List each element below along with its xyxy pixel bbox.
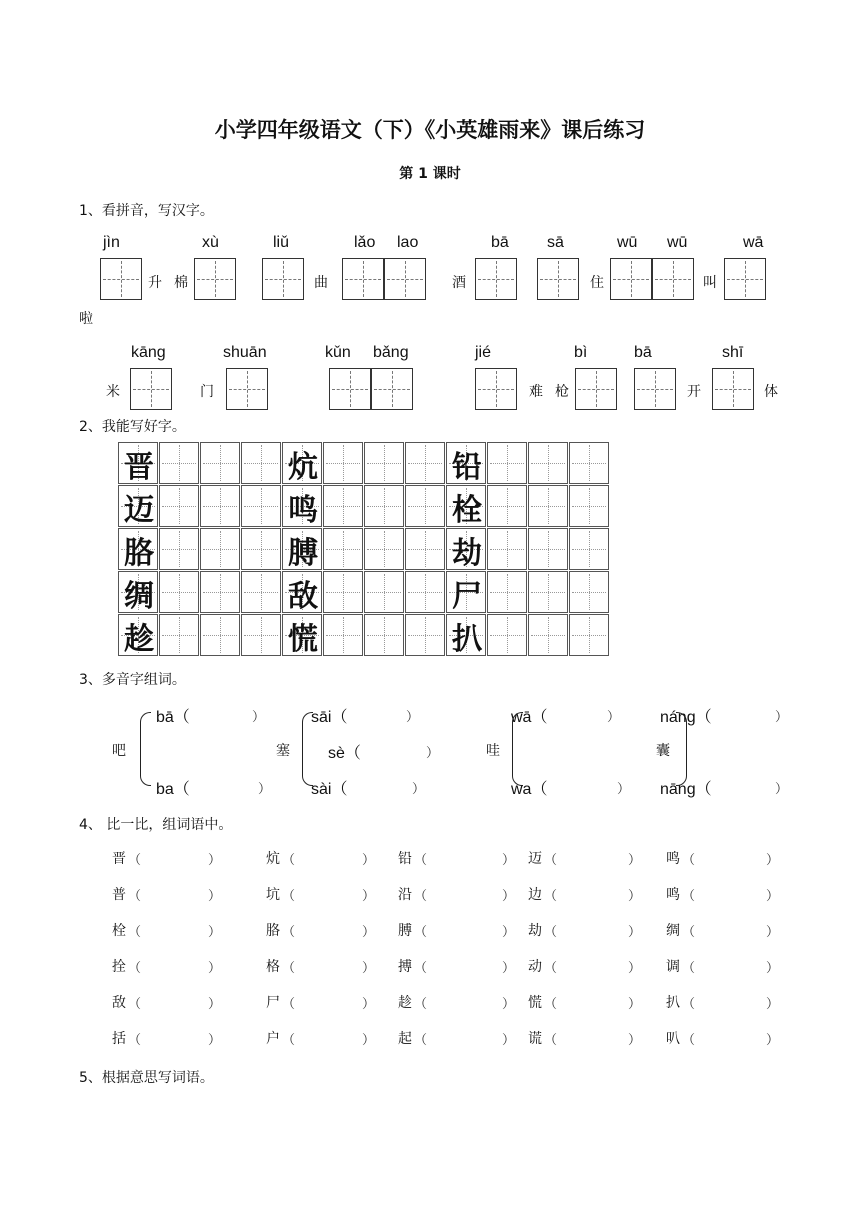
paren-close: ） — [766, 853, 780, 868]
practice-cell[interactable] — [323, 442, 363, 484]
paren-close: ） — [628, 961, 642, 976]
word-char: 升 — [148, 275, 162, 291]
writing-box[interactable] — [712, 368, 754, 410]
pinyin-option: sāi（ — [311, 709, 348, 726]
pinyin: shī — [722, 344, 744, 361]
pinyin: jié — [475, 344, 492, 361]
practice-cell[interactable] — [364, 485, 404, 527]
practice-cell[interactable] — [159, 485, 199, 527]
pinyin-option: sài（ — [311, 781, 348, 798]
model-char: 趁 — [124, 622, 154, 657]
word-char: 啦 — [79, 311, 93, 327]
word-char: 叫 — [703, 275, 717, 291]
word-char: 开 — [687, 384, 701, 400]
answer-blank[interactable] — [296, 848, 360, 866]
pinyin-option: ba（ — [156, 781, 190, 798]
pinyin: kāng — [131, 344, 166, 361]
answer-blank[interactable] — [558, 848, 626, 866]
paren-open: （ — [282, 889, 296, 904]
paren-close: ） — [766, 961, 780, 976]
writing-box[interactable] — [634, 368, 676, 410]
model-char: 敌 — [288, 579, 318, 614]
paren-close: ） — [426, 746, 440, 761]
practice-cell[interactable] — [241, 614, 281, 656]
pinyin: shuān — [223, 344, 267, 361]
paren-close: ） — [208, 925, 222, 940]
paren-open: （ — [544, 961, 558, 976]
practice-cell[interactable] — [159, 528, 199, 570]
answer-blank[interactable] — [696, 1028, 764, 1046]
answer-blank[interactable] — [296, 956, 360, 974]
paren-close: ） — [502, 889, 516, 904]
paren-open: （ — [128, 1033, 142, 1048]
paren-open: （ — [682, 1033, 696, 1048]
pinyin: liǔ — [273, 234, 290, 251]
paren-open: （ — [128, 889, 142, 904]
practice-cell[interactable] — [323, 528, 363, 570]
practice-cell[interactable] — [405, 614, 445, 656]
paren-close: ） — [617, 782, 631, 797]
word-char: 米 — [106, 384, 120, 400]
compare-char: 谎 — [528, 1031, 542, 1047]
practice-cell[interactable] — [405, 528, 445, 570]
answer-blank[interactable] — [696, 920, 764, 938]
answer-blank[interactable] — [296, 884, 360, 902]
practice-cell[interactable] — [569, 442, 609, 484]
practice-cell[interactable] — [364, 571, 404, 613]
paren-open: （ — [414, 889, 428, 904]
compare-char: 迈 — [528, 851, 542, 867]
paren-close: ） — [766, 889, 780, 904]
compare-char: 扒 — [666, 995, 680, 1011]
paren-close: ） — [362, 961, 376, 976]
word-char: 门 — [200, 384, 214, 400]
paren-close: ） — [258, 782, 272, 797]
compare-char: 趁 — [398, 995, 412, 1011]
compare-char: 格 — [266, 959, 280, 975]
answer-blank[interactable] — [142, 848, 206, 866]
answer-blank[interactable] — [696, 848, 764, 866]
paren-close: ） — [628, 1033, 642, 1048]
pinyin: wū — [617, 234, 638, 251]
writing-box[interactable] — [475, 368, 517, 410]
model-char: 晋 — [124, 450, 154, 485]
polyphone-char: 哇 — [486, 743, 500, 759]
practice-cell[interactable] — [528, 442, 568, 484]
model-char-cell — [118, 528, 158, 570]
answer-blank[interactable] — [428, 884, 500, 902]
writing-box[interactable] — [130, 368, 172, 410]
practice-cell[interactable] — [487, 571, 527, 613]
model-char: 慌 — [288, 622, 318, 657]
word-char: 难 — [529, 384, 543, 400]
compare-char: 调 — [666, 959, 680, 975]
paren-close: ） — [406, 710, 420, 725]
practice-cell[interactable] — [405, 442, 445, 484]
practice-cell[interactable] — [487, 485, 527, 527]
writing-box[interactable] — [342, 258, 384, 300]
model-char: 铅 — [452, 450, 482, 485]
paren-close: ） — [252, 710, 266, 725]
practice-cell[interactable] — [323, 614, 363, 656]
compare-char: 铅 — [398, 851, 412, 867]
question-1-label: 1、看拼音，写汉字。 — [79, 203, 214, 219]
practice-cell[interactable] — [200, 571, 240, 613]
paren-open: （ — [682, 889, 696, 904]
writing-box[interactable] — [371, 368, 413, 410]
paren-open: （ — [544, 997, 558, 1012]
answer-blank[interactable] — [142, 1028, 206, 1046]
compare-char: 敌 — [112, 995, 126, 1011]
model-char-cell — [446, 614, 486, 656]
practice-cell[interactable] — [159, 571, 199, 613]
paren-close: ） — [502, 853, 516, 868]
practice-cell[interactable] — [528, 571, 568, 613]
paren-close: ） — [628, 889, 642, 904]
model-char: 胳 — [124, 536, 154, 571]
model-char: 膊 — [288, 536, 318, 571]
question-5-label: 5、根据意思写词语。 — [79, 1070, 214, 1086]
writing-box[interactable] — [226, 368, 268, 410]
model-char: 尸 — [452, 579, 482, 614]
paren-open: （ — [282, 925, 296, 940]
practice-cell[interactable] — [241, 528, 281, 570]
practice-cell[interactable] — [241, 571, 281, 613]
model-char-cell — [446, 485, 486, 527]
compare-char: 括 — [112, 1031, 126, 1047]
page-title: 小学四年级语文（下）《小英雄雨来》课后练习 — [214, 118, 646, 142]
pinyin-option: sè（ — [328, 745, 361, 762]
model-char-cell — [282, 614, 322, 656]
paren-open: （ — [282, 997, 296, 1012]
practice-cell[interactable] — [487, 614, 527, 656]
practice-cell[interactable] — [323, 571, 363, 613]
practice-cell[interactable] — [200, 485, 240, 527]
answer-blank[interactable] — [142, 920, 206, 938]
model-char: 栓 — [452, 493, 482, 528]
compare-char: 慌 — [528, 995, 542, 1011]
pinyin: lǎo — [354, 234, 376, 251]
model-char-cell — [282, 485, 322, 527]
compare-char: 沿 — [398, 887, 412, 903]
answer-blank[interactable] — [296, 920, 360, 938]
answer-blank[interactable] — [558, 956, 626, 974]
answer-blank[interactable] — [142, 884, 206, 902]
pinyin: wū — [667, 234, 688, 251]
word-char: 住 — [590, 275, 604, 291]
compare-char: 搏 — [398, 959, 412, 975]
paren-open: （ — [544, 889, 558, 904]
answer-blank[interactable] — [142, 992, 206, 1010]
writing-box[interactable] — [194, 258, 236, 300]
compare-char: 尸 — [266, 995, 280, 1011]
model-char-cell — [118, 485, 158, 527]
model-char-cell — [446, 528, 486, 570]
pinyin-option: wā（ — [511, 709, 548, 726]
pinyin: bā — [634, 344, 652, 361]
practice-cell[interactable] — [364, 528, 404, 570]
paren-open: （ — [282, 961, 296, 976]
paren-close: ） — [412, 782, 426, 797]
model-char: 劫 — [452, 536, 482, 571]
model-char: 扒 — [452, 622, 482, 657]
paren-open: （ — [128, 997, 142, 1012]
compare-char: 边 — [528, 887, 542, 903]
compare-char: 劫 — [528, 923, 542, 939]
answer-blank[interactable] — [428, 848, 500, 866]
word-char: 体 — [764, 384, 778, 400]
practice-cell[interactable] — [528, 528, 568, 570]
practice-cell[interactable] — [159, 442, 199, 484]
practice-cell[interactable] — [528, 485, 568, 527]
paren-close: ） — [208, 997, 222, 1012]
compare-char: 普 — [112, 887, 126, 903]
paren-open: （ — [414, 1033, 428, 1048]
compare-char: 炕 — [266, 851, 280, 867]
writing-box[interactable] — [384, 258, 426, 300]
compare-char: 栓 — [112, 923, 126, 939]
compare-char: 鸣 — [666, 851, 680, 867]
pinyin: sā — [547, 234, 564, 251]
pinyin-option: wa（ — [511, 781, 548, 798]
writing-box[interactable] — [100, 258, 142, 300]
practice-cell[interactable] — [487, 528, 527, 570]
paren-open: （ — [128, 925, 142, 940]
pinyin: bā — [491, 234, 509, 251]
paren-close: ） — [362, 997, 376, 1012]
model-char-cell — [282, 571, 322, 613]
pinyin: bì — [574, 344, 588, 361]
word-char: 曲 — [314, 275, 328, 291]
paren-close: ） — [766, 997, 780, 1012]
compare-char: 叭 — [666, 1031, 680, 1047]
handwriting-grid — [118, 442, 608, 657]
question-2-label: 2、我能写好字。 — [79, 419, 186, 435]
answer-blank[interactable] — [696, 956, 764, 974]
paren-close: ） — [628, 997, 642, 1012]
practice-cell[interactable] — [569, 571, 609, 613]
practice-cell[interactable] — [405, 571, 445, 613]
answer-blank[interactable] — [696, 884, 764, 902]
paren-close: ） — [362, 1033, 376, 1048]
paren-close: ） — [628, 853, 642, 868]
paren-close: ） — [766, 1033, 780, 1048]
practice-cell[interactable] — [364, 614, 404, 656]
practice-cell[interactable] — [569, 528, 609, 570]
paren-close: ） — [208, 961, 222, 976]
practice-cell[interactable] — [200, 528, 240, 570]
paren-open: （ — [414, 853, 428, 868]
paren-open: （ — [544, 853, 558, 868]
answer-blank[interactable] — [428, 1028, 500, 1046]
pinyin: jìn — [103, 234, 120, 251]
pinyin: kǔn — [325, 344, 351, 361]
paren-open: （ — [282, 853, 296, 868]
practice-cell[interactable] — [241, 442, 281, 484]
writing-box[interactable] — [537, 258, 579, 300]
paren-open: （ — [544, 925, 558, 940]
practice-cell[interactable] — [405, 485, 445, 527]
answer-blank[interactable] — [296, 992, 360, 1010]
model-char-cell — [118, 571, 158, 613]
writing-box[interactable] — [610, 258, 652, 300]
practice-cell[interactable] — [487, 442, 527, 484]
model-char-cell — [118, 442, 158, 484]
compare-char: 起 — [398, 1031, 412, 1047]
practice-cell[interactable] — [323, 485, 363, 527]
pinyin: lao — [397, 234, 419, 251]
compare-char: 坑 — [266, 887, 280, 903]
left-brace — [140, 712, 151, 786]
compare-char: 拴 — [112, 959, 126, 975]
pinyin-option: nāng（ — [660, 781, 712, 798]
practice-cell[interactable] — [528, 614, 568, 656]
polyphone-char: 囊 — [656, 743, 670, 759]
word-char: 棉 — [174, 275, 188, 291]
paren-open: （ — [128, 853, 142, 868]
polyphone-char: 吧 — [112, 743, 126, 759]
model-char-cell — [446, 571, 486, 613]
answer-blank[interactable] — [558, 992, 626, 1010]
model-char: 迈 — [124, 493, 154, 528]
practice-cell[interactable] — [364, 442, 404, 484]
compare-char: 晋 — [112, 851, 126, 867]
question-4-label: 4、 比一比，组词语中。 — [79, 817, 233, 833]
pinyin-option: bā（ — [156, 709, 190, 726]
writing-box[interactable] — [575, 368, 617, 410]
paren-open: （ — [128, 961, 142, 976]
model-char: 鸣 — [288, 493, 318, 528]
answer-blank[interactable] — [296, 1028, 360, 1046]
model-char-cell — [118, 614, 158, 656]
answer-blank[interactable] — [428, 992, 500, 1010]
writing-box[interactable] — [724, 258, 766, 300]
practice-cell[interactable] — [569, 485, 609, 527]
paren-close: ） — [502, 997, 516, 1012]
paren-open: （ — [544, 1033, 558, 1048]
model-char: 绸 — [124, 579, 154, 614]
answer-blank[interactable] — [428, 956, 500, 974]
compare-char: 户 — [266, 1031, 280, 1047]
lesson-subtitle: 第 1 课时 — [399, 166, 461, 182]
question-3-label: 3、多音字组词。 — [79, 672, 186, 688]
paren-close: ） — [766, 925, 780, 940]
answer-blank[interactable] — [558, 1028, 626, 1046]
practice-cell[interactable] — [569, 614, 609, 656]
paren-open: （ — [414, 961, 428, 976]
paren-close: ） — [628, 925, 642, 940]
model-char-cell — [282, 442, 322, 484]
answer-blank[interactable] — [558, 920, 626, 938]
writing-box[interactable] — [262, 258, 304, 300]
paren-open: （ — [682, 925, 696, 940]
compare-char: 绸 — [666, 923, 680, 939]
answer-blank[interactable] — [142, 956, 206, 974]
pinyin: xù — [202, 234, 219, 251]
paren-open: （ — [682, 961, 696, 976]
writing-box[interactable] — [475, 258, 517, 300]
paren-open: （ — [282, 1033, 296, 1048]
paren-close: ） — [208, 889, 222, 904]
paren-open: （ — [682, 853, 696, 868]
paren-close: ） — [607, 710, 621, 725]
writing-box[interactable] — [652, 258, 694, 300]
paren-close: ） — [208, 1033, 222, 1048]
paren-close: ） — [775, 710, 789, 725]
pinyin-option: náng（ — [660, 709, 712, 726]
practice-cell[interactable] — [200, 614, 240, 656]
paren-close: ） — [502, 925, 516, 940]
paren-close: ） — [775, 782, 789, 797]
model-char-cell — [282, 528, 322, 570]
paren-close: ） — [362, 853, 376, 868]
compare-char: 胳 — [266, 923, 280, 939]
paren-open: （ — [682, 997, 696, 1012]
practice-cell[interactable] — [241, 485, 281, 527]
word-char: 酒 — [452, 275, 466, 291]
pinyin: bǎng — [373, 344, 409, 361]
model-char-cell — [446, 442, 486, 484]
paren-close: ） — [362, 925, 376, 940]
word-char: 枪 — [555, 384, 569, 400]
answer-blank[interactable] — [696, 992, 764, 1010]
writing-box[interactable] — [329, 368, 371, 410]
answer-blank[interactable] — [428, 920, 500, 938]
paren-close: ） — [362, 889, 376, 904]
compare-char: 鸣 — [666, 887, 680, 903]
paren-open: （ — [414, 925, 428, 940]
model-char: 炕 — [288, 450, 318, 485]
paren-close: ） — [502, 961, 516, 976]
paren-close: ） — [502, 1033, 516, 1048]
polyphone-char: 塞 — [276, 743, 290, 759]
compare-char: 动 — [528, 959, 542, 975]
answer-blank[interactable] — [558, 884, 626, 902]
practice-cell[interactable] — [159, 614, 199, 656]
compare-char: 膊 — [398, 923, 412, 939]
practice-cell[interactable] — [200, 442, 240, 484]
paren-close: ） — [208, 853, 222, 868]
paren-open: （ — [414, 997, 428, 1012]
pinyin: wā — [743, 234, 764, 251]
